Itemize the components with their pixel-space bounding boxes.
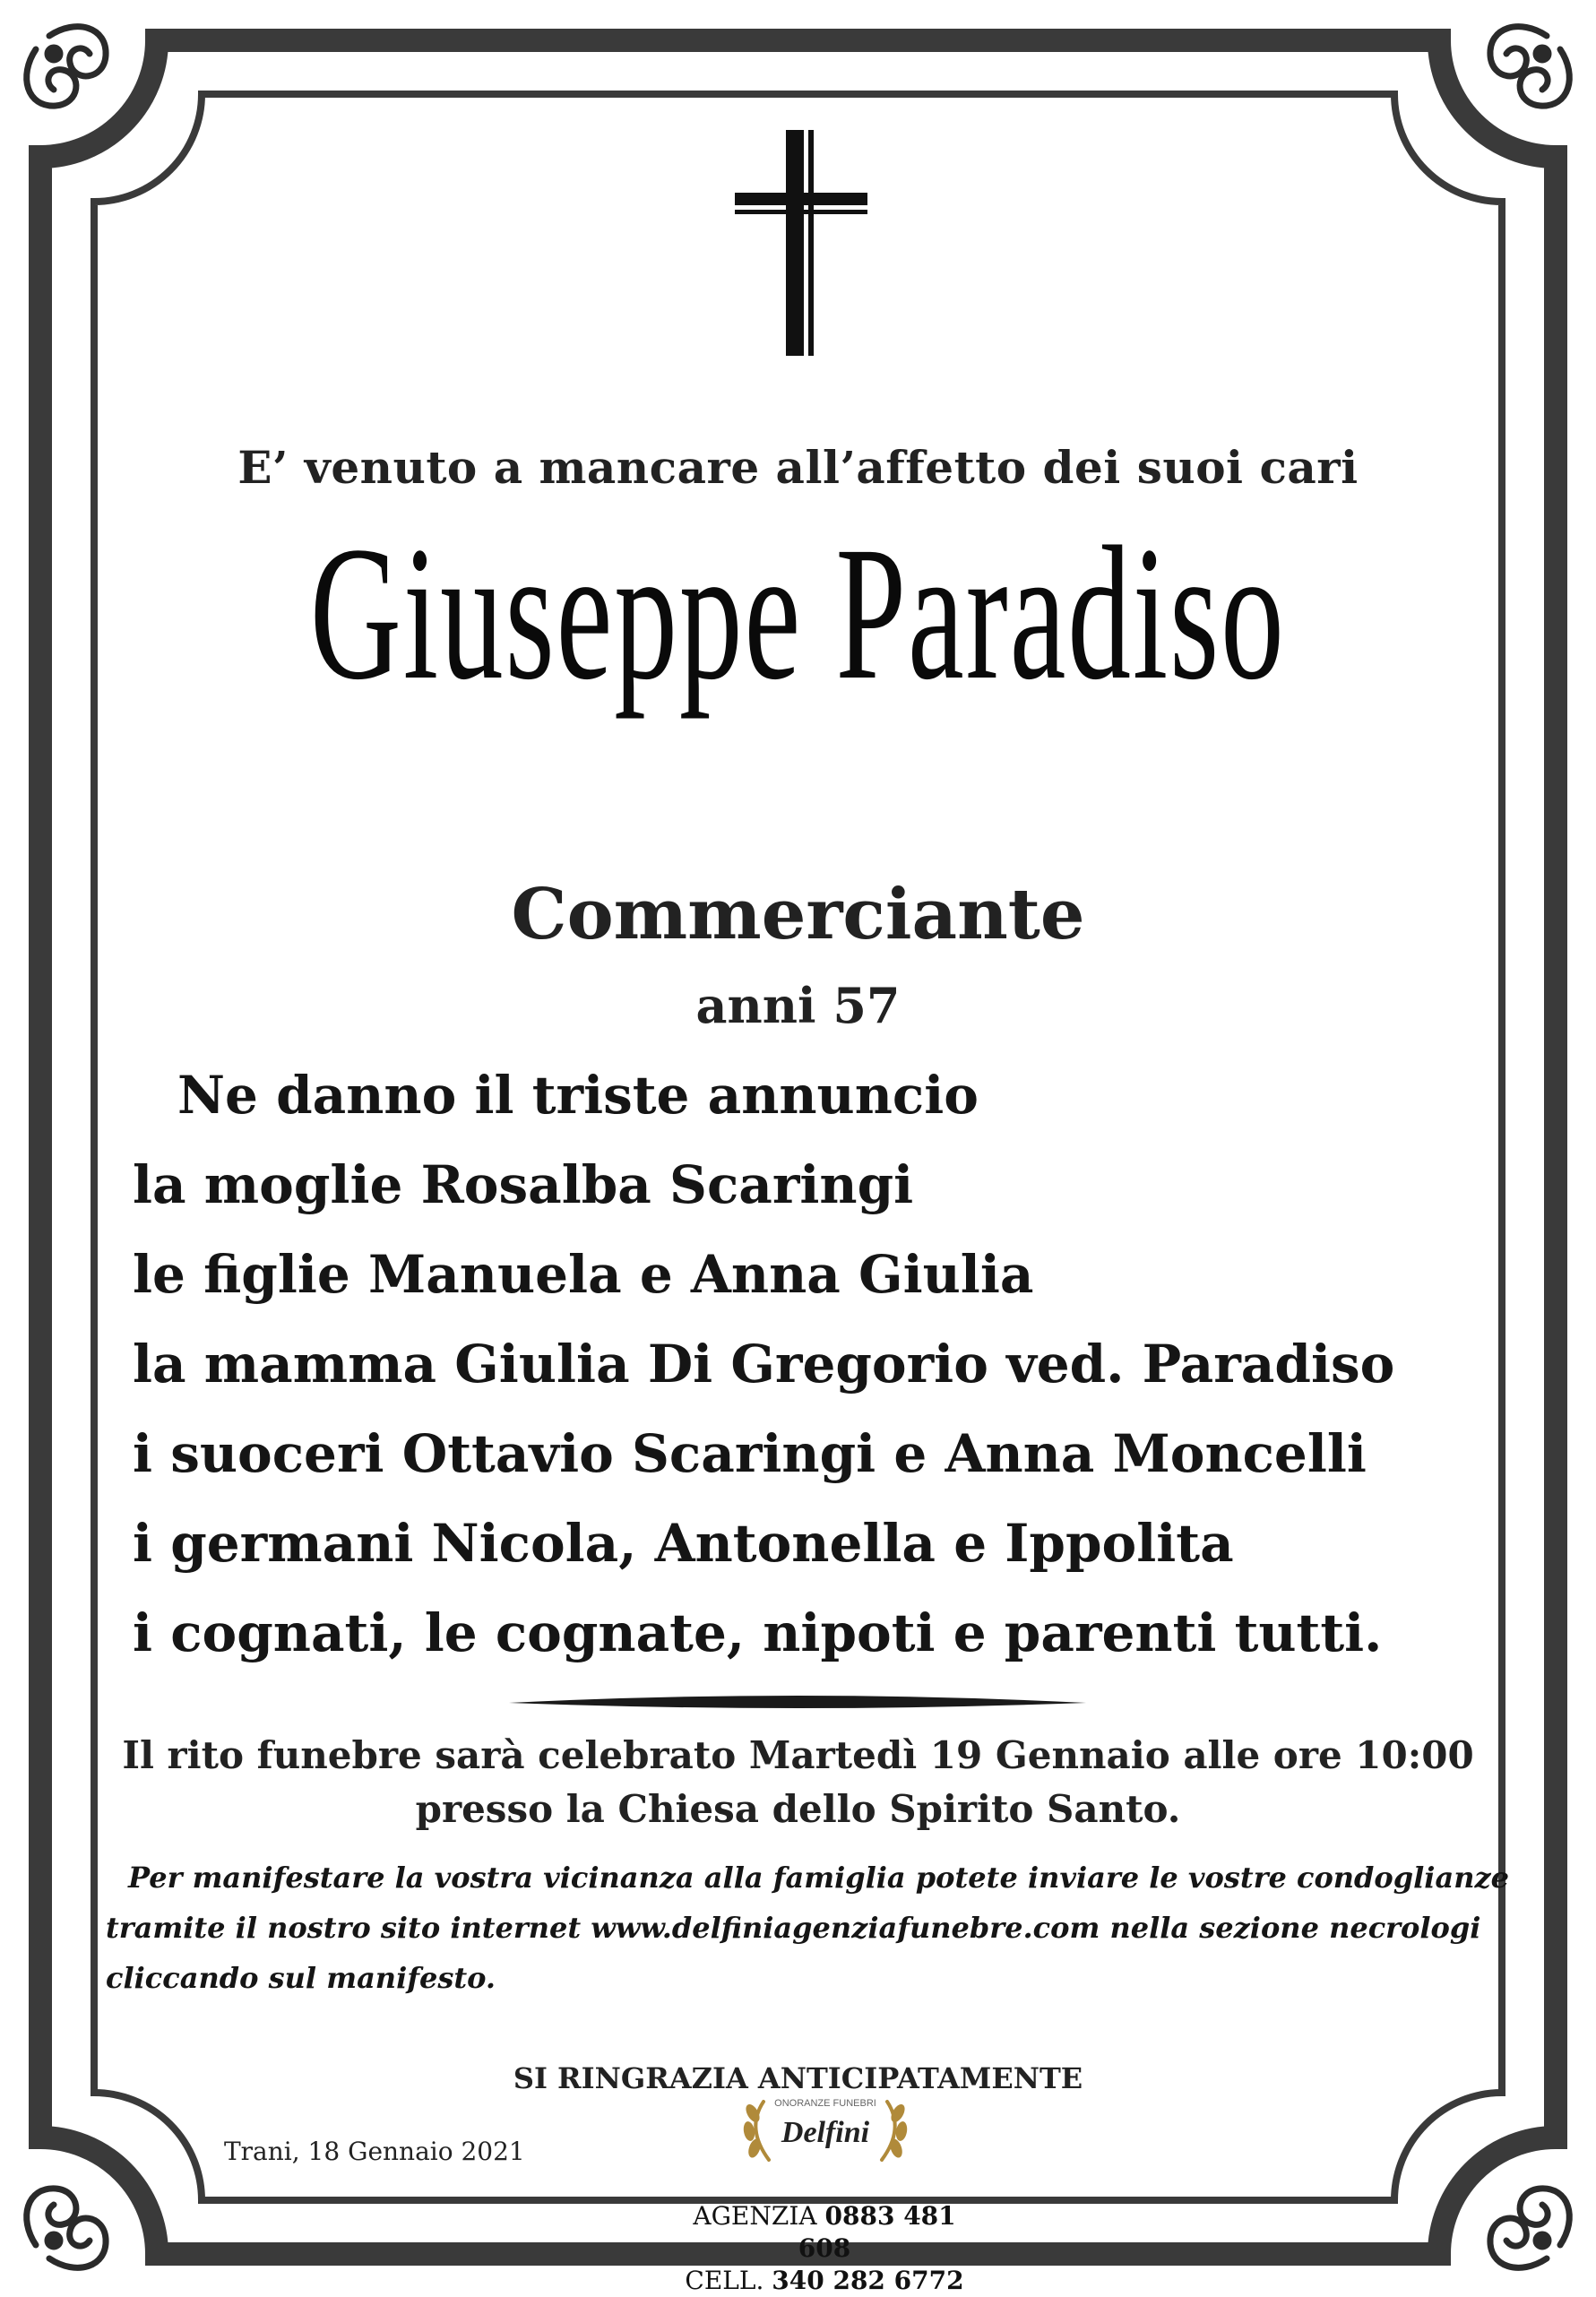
corner-ornament-top-right (1490, 27, 1569, 106)
cell-label: CELL. (685, 2266, 764, 2295)
logo-top-text: ONORANZE FUNEBRI (774, 2098, 876, 2109)
family-line: i germani Nicola, Antonella e Ippolita (133, 1513, 1234, 1574)
deceased-name: Giuseppe Paradiso (309, 507, 1286, 720)
family-line: la moglie Rosalba Scaringi (133, 1154, 914, 1215)
corner-ornament-top-left (27, 27, 106, 106)
deceased-profession: Commerciante (511, 874, 1085, 955)
cell-phone-line (681, 2265, 968, 2297)
agency-logo (742, 2098, 909, 2160)
separator-swash (509, 1696, 1086, 1708)
corner-ornament-bottom-left (27, 2189, 106, 2267)
agency-label: AGENZIA (693, 2201, 817, 2231)
funeral-details: Il rito funebre sarà celebrato Martedì 19 Gennaio alle ore 10:00 (122, 1733, 1474, 1777)
thanks-text: SI RINGRAZIA ANTICIPATAMENTE (513, 2061, 1083, 2095)
family-line: i suoceri Ottavio Scaringi e Anna Moncelli (133, 1423, 1367, 1484)
condolence-note: cliccando sul manifesto. (106, 1961, 496, 1995)
agency-phone: 0883 481 608 (798, 2201, 956, 2263)
condolence-note: tramite il nostro sito internet www.delfiniagenziafunebre.com nella sezione necrologi (106, 1911, 1481, 1945)
logo-name: Delfini (781, 2116, 870, 2149)
notice-date: Trani, 18 Gennaio 2021 (224, 2137, 525, 2166)
cell-phone: 340 282 6772 (772, 2266, 964, 2295)
family-line: Ne danno il triste annuncio (177, 1065, 979, 1126)
deceased-age: anni 57 (695, 977, 901, 1034)
family-line: le figlie Manuela e Anna Giulia (133, 1244, 1034, 1305)
agency-contacts (681, 2200, 968, 2297)
funeral-location: presso la Chiesa dello Spirito Santo. (415, 1787, 1181, 1831)
latin-cross-icon (735, 130, 867, 356)
condolence-note: Per manifestare la vostra vicinanza alla famiglia potete inviare le vostre condoglianze (128, 1861, 1509, 1895)
family-line: la mamma Giulia Di Gregorio ved. Paradiso (133, 1334, 1395, 1395)
family-line: i cognati, le cognate, nipoti e parenti tutti. (133, 1602, 1383, 1663)
agency-phone-line (681, 2200, 968, 2265)
corner-ornament-bottom-right (1490, 2189, 1569, 2267)
intro-text: E’ venuto a mancare all’affetto dei suoi cari (237, 441, 1359, 494)
